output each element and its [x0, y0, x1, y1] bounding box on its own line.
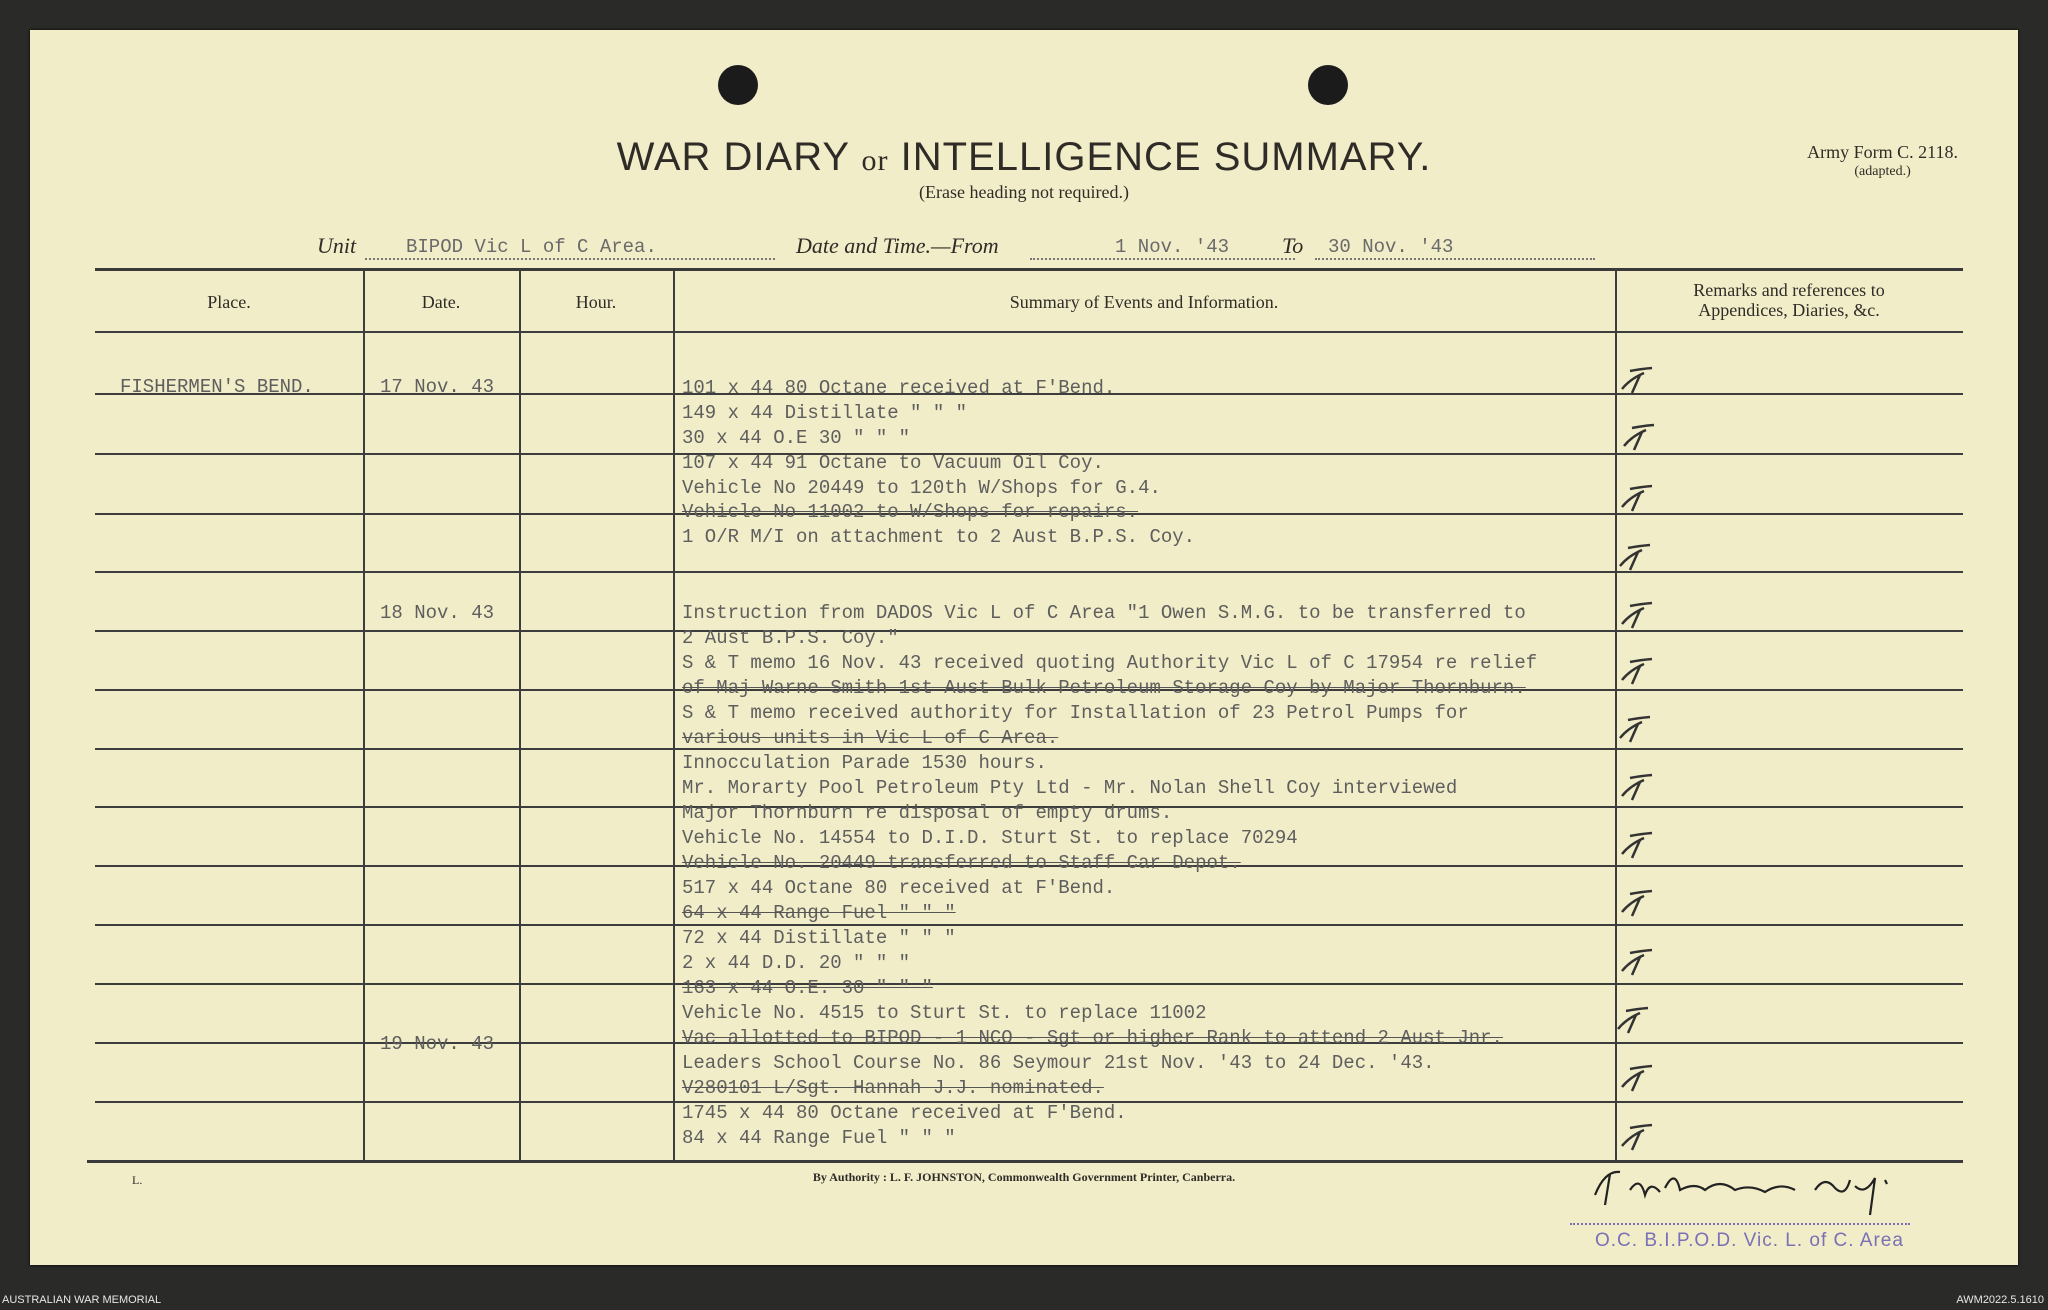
summary-line: various units in Vic L of C Area. [682, 727, 1059, 749]
tick-mark-icon [1618, 483, 1658, 513]
summary-line: Vac allotted to BIPOD - 1 NCO - Sgt or higher Rank to attend 2 Aust Jnr. [682, 1027, 1503, 1049]
ruled-line [95, 571, 1963, 573]
date-entry: 17 Nov. 43 [380, 376, 495, 398]
date-to-label: To [1282, 233, 1304, 258]
date-from-value: 1 Nov. '43 [1115, 236, 1230, 258]
date-from-label: Date and Time.—From [796, 233, 999, 258]
summary-line: Vehicle No. 14554 to D.I.D. Sturt St. to replace 70294 [682, 827, 1298, 849]
tick-mark-icon [1618, 1063, 1658, 1093]
footer-code: L. [132, 1173, 143, 1187]
from-dotted-line [1030, 258, 1295, 260]
ruled-line [95, 983, 1963, 985]
page-title: WAR DIARY or INTELLIGENCE SUMMARY. [616, 135, 1432, 179]
header-divider [95, 331, 1963, 333]
page-subtitle: (Erase heading not required.) [919, 182, 1129, 202]
summary-line: S & T memo received authority for Installation of 23 Petrol Pumps for [682, 702, 1469, 724]
date-entry: 18 Nov. 43 [380, 602, 495, 624]
unit-stamp: O.C. B.I.P.O.D. Vic. L. of C. Area [1595, 1230, 1904, 1251]
summary-line: 64 x 44 Range Fuel " " " [682, 902, 956, 924]
unit-dotted-line [365, 258, 775, 260]
col-header-hour: Hour. [575, 292, 617, 312]
printer-authority: By Authority : L. F. JOHNSTON, Commonwealth Government Printer, Canberra. [812, 1170, 1236, 1184]
summary-line: Major Thornburn re disposal of empty drums. [682, 802, 1173, 824]
col-header-remarks: Remarks and references to Appendices, Diaries, &c. [1693, 280, 1885, 320]
summary-line: 72 x 44 Distillate " " " [682, 927, 956, 949]
summary-line: 163 x 44 O.E. 30 " " " [682, 977, 933, 999]
stamp-dotted-line [1570, 1223, 1910, 1225]
tick-mark-icon [1616, 714, 1656, 744]
to-dotted-line [1315, 258, 1595, 260]
archive-credit: AUSTRALIAN WAR MEMORIAL [2, 1294, 162, 1306]
summary-line: 30 x 44 O.E 30 " " " [682, 427, 911, 449]
tick-mark-icon [1616, 542, 1656, 572]
col-divider-hour [673, 268, 675, 1160]
summary-line: 149 x 44 Distillate " " " [682, 402, 968, 424]
summary-line: 1 O/R M/I on attachment to 2 Aust B.P.S. Coy. [682, 526, 1196, 548]
col-header-date: Date. [421, 292, 461, 312]
summary-line: Leaders School Course No. 86 Seymour 21st Nov. '43 to 24 Dec. '43. [682, 1052, 1435, 1074]
table-top-rule [95, 268, 1963, 271]
summary-line: 101 x 44 80 Octane received at F'Bend. [682, 377, 1116, 399]
summary-line: Vehicle No 20449 to 120th W/Shops for G.4. [682, 477, 1161, 499]
tick-mark-icon [1618, 772, 1658, 802]
tick-mark-icon [1618, 1122, 1658, 1152]
unit-label: Unit [317, 233, 357, 258]
summary-line: S & T memo 16 Nov. 43 received quoting Authority Vic L of C 17954 re relief [682, 652, 1538, 674]
handwritten-signature [1585, 1160, 1925, 1220]
summary-line: V280101 L/Sgt. Hannah J.J. nominated. [682, 1077, 1104, 1099]
summary-line: Vehicle No. 20449 transferred to Staff Car Depot. [682, 852, 1241, 874]
summary-line: 1745 x 44 80 Octane received at F'Bend. [682, 1102, 1127, 1124]
date-entry: 19 Nov. 43 [380, 1033, 495, 1055]
col-divider-place [363, 268, 365, 1160]
unit-value: BIPOD Vic L of C Area. [406, 236, 657, 258]
summary-line: 2 Aust B.P.S. Coy." [682, 627, 899, 649]
diary-page [30, 30, 2018, 1265]
col-header-summary: Summary of Events and Information. [1009, 292, 1279, 312]
punch-hole [718, 65, 758, 105]
army-form-number: Army Form C. 2118. (adapted.) [1807, 142, 1958, 179]
tick-mark-icon [1620, 422, 1660, 452]
summary-line: 107 x 44 91 Octane to Vacuum Oil Coy. [682, 452, 1104, 474]
ruled-line [95, 630, 1963, 632]
summary-line: Mr. Morarty Pool Petroleum Pty Ltd - Mr. Nolan Shell Coy interviewed [682, 777, 1458, 799]
summary-line: Vehicle No 11002 to W/Shops for repairs. [682, 501, 1139, 523]
tick-mark-icon [1618, 947, 1658, 977]
summary-line: Vehicle No. 4515 to Sturt St. to replace 11002 [682, 1002, 1207, 1024]
tick-mark-icon [1614, 1005, 1654, 1035]
tick-mark-icon [1618, 830, 1658, 860]
place-entry: FISHERMEN'S BEND. [120, 376, 314, 398]
col-divider-date [519, 268, 521, 1160]
tick-mark-icon [1618, 600, 1658, 630]
col-header-place: Place. [207, 292, 251, 312]
tick-mark-icon [1618, 888, 1658, 918]
tick-mark-icon [1618, 656, 1658, 686]
date-to-value: 30 Nov. '43 [1328, 236, 1454, 258]
summary-line: 84 x 44 Range Fuel " " " [682, 1127, 956, 1149]
ruled-line [95, 924, 1963, 926]
summary-line: Innocculation Parade 1530 hours. [682, 752, 1047, 774]
punch-hole [1308, 65, 1348, 105]
archive-reference: AWM2022.5.1610 [1956, 1294, 2044, 1306]
summary-line: Instruction from DADOS Vic L of C Area "1 Owen S.M.G. to be transferred to [682, 602, 1526, 624]
summary-line: of Maj Warne Smith 1st Aust Bulk Petroleum Storage Coy by Major Thornburn. [682, 677, 1526, 699]
tick-mark-icon [1618, 365, 1658, 395]
summary-line: 517 x 44 Octane 80 received at F'Bend. [682, 877, 1116, 899]
summary-line: 2 x 44 D.D. 20 " " " [682, 952, 911, 974]
